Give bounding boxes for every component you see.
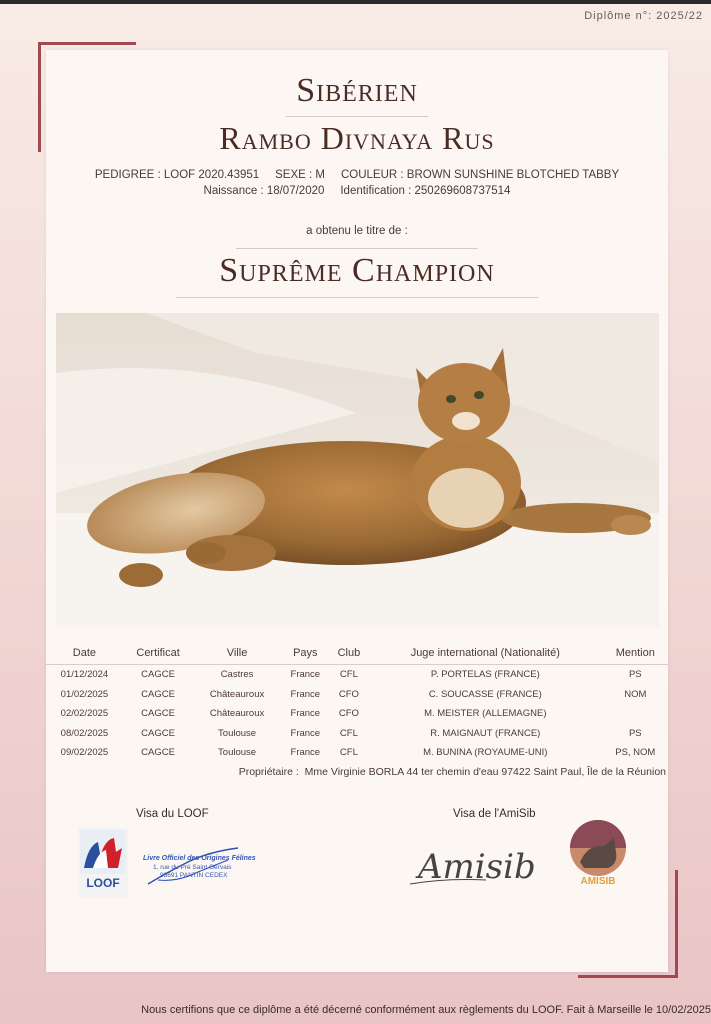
- table-row: [46, 743, 668, 763]
- cell-date: 01/02/2025: [60, 688, 109, 700]
- cell-certificate: CAGCE: [141, 747, 175, 759]
- amisib-signature: [406, 832, 546, 894]
- corner-decoration-bottom-right-vertical: [675, 870, 678, 978]
- title-awarded: Suprême Champion: [219, 252, 495, 289]
- cell-country: France: [290, 669, 321, 681]
- cell-city: Châteauroux: [209, 708, 265, 720]
- cell-city: Castres: [220, 669, 254, 681]
- svg-text:LOOF: LOOF: [86, 876, 120, 890]
- col-club: Club: [330, 642, 368, 665]
- table-row: [46, 665, 668, 685]
- cell-judge: P. PORTELAS (FRANCE): [430, 669, 540, 681]
- cell-judge: M. MEISTER (ALLEMAGNE): [424, 708, 547, 720]
- cat-photo: [56, 313, 659, 628]
- cell-mention: PS: [628, 727, 642, 739]
- svg-text:AMISIB: AMISIB: [580, 876, 616, 887]
- cell-city: Toulouse: [218, 747, 257, 759]
- cell-certificate: CAGCE: [141, 669, 175, 681]
- cell-certificate: CAGCE: [141, 708, 175, 720]
- col-judge: Juge international (Nationalité): [368, 642, 603, 665]
- svg-text:Amisib: Amisib: [418, 847, 536, 887]
- cell-date: 02/02/2025: [60, 708, 109, 720]
- cell-mention: PS, NOM: [615, 747, 656, 759]
- visa-amisib-label: Visa de l'AmiSib: [453, 808, 536, 820]
- corner-decoration-bottom-right: [578, 975, 678, 978]
- cell-date: 08/02/2025: [60, 727, 109, 739]
- cell-mention: [603, 704, 668, 724]
- divider: [236, 248, 478, 249]
- cell-judge: C. SOUCASSE (FRANCE): [428, 688, 542, 700]
- cell-judge: R. MAIGNAUT (FRANCE): [430, 727, 541, 739]
- cell-club: CFL: [339, 727, 358, 739]
- cell-country: France: [290, 708, 321, 720]
- breed-title: Sibérien: [296, 72, 418, 109]
- table-row: [46, 724, 668, 744]
- obtained-label: a obtenu le titre de :: [306, 225, 408, 237]
- pedigree-info: PEDIGREE : LOOF 2020.43951 SEXE : M COULEUR : BROWN SUNSHINE BLOTCHED TABBY: [94, 169, 620, 181]
- corner-decoration-top-left: [38, 42, 136, 45]
- amisib-logo: [558, 818, 638, 890]
- loof-logo: [78, 828, 128, 898]
- svg-text:1, rue du Pré Saint Gervais: 1, rue du Pré Saint Gervais: [153, 864, 232, 871]
- table-header-row: [46, 642, 668, 665]
- col-date: Date: [46, 642, 123, 665]
- owner-line: Propriétaire : Mme Virginie BORLA 44 ter chemin d'eau 97422 Saint Paul, Île de la Réunion: [238, 766, 666, 778]
- cell-country: France: [290, 747, 321, 759]
- cell-certificate: CAGCE: [141, 688, 175, 700]
- cell-country: France: [290, 727, 321, 739]
- cell-city: Châteauroux: [209, 688, 265, 700]
- table-row: [46, 685, 668, 705]
- diploma-number: Diplôme n°: 2025/22: [584, 10, 703, 22]
- cell-country: France: [290, 688, 321, 700]
- cell-club: CFO: [338, 688, 359, 700]
- diploma-paper: [46, 50, 668, 972]
- cell-city: Toulouse: [218, 727, 257, 739]
- col-city: Ville: [193, 642, 281, 665]
- cell-mention: PS: [628, 669, 642, 681]
- cell-judge: M. BUNINA (ROYAUME-UNI): [423, 747, 548, 759]
- col-mention: Mention: [603, 642, 668, 665]
- corner-decoration-top-left-vertical: [38, 42, 41, 152]
- results-table: [46, 642, 668, 763]
- cell-mention: NOM: [624, 688, 647, 700]
- svg-text:Livre Officiel des Origines Fé: Livre Officiel des Origines Félines: [143, 855, 256, 862]
- divider: [286, 116, 428, 117]
- col-country: Pays: [281, 642, 330, 665]
- cell-club: CFL: [339, 669, 358, 681]
- cell-certificate: CAGCE: [141, 727, 175, 739]
- loof-stamp: [138, 842, 258, 892]
- cell-club: CFO: [338, 708, 359, 720]
- birth-info: Naissance : 18/07/2020 Identification : 250269608737514: [203, 185, 511, 197]
- divider: [176, 297, 538, 298]
- certification-statement: Nous certifions que ce diplôme a été décerné conformément aux règlements du LOOF. Fait à Marseille le 10/02/2025: [141, 1004, 711, 1016]
- top-bar: [0, 0, 711, 4]
- cell-date: 09/02/2025: [60, 747, 109, 759]
- cell-club: CFL: [339, 747, 358, 759]
- visa-loof-label: Visa du LOOF: [136, 808, 209, 820]
- svg-text:93691 PANTIN CEDEX: 93691 PANTIN CEDEX: [160, 872, 228, 879]
- cat-name: Rambo Divnaya Rus: [219, 120, 495, 156]
- table-row: [46, 704, 668, 724]
- col-certificate: Certificat: [123, 642, 193, 665]
- cell-date: 01/12/2024: [60, 669, 109, 681]
